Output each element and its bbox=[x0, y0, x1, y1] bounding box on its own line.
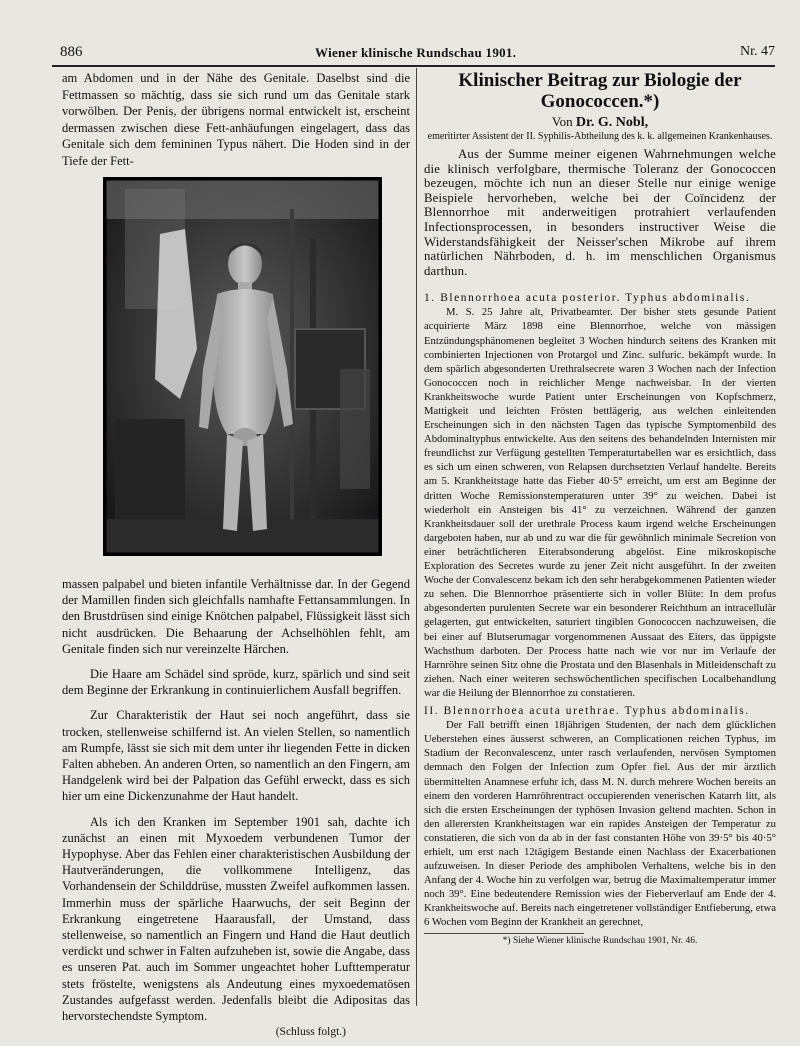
byline bbox=[424, 114, 776, 131]
left-top-paragraph: am Abdomen und in der Nähe des Genitale. Daselbst sind die Fettmassen so mächtig, dass sie sich rund um das Genitale stark vorwölben. Der Penis, der übrigens normal entwickelt ist, erscheint dermassen zwischen diese Fett-anhäufungen eingelagert, dass das Genitale sich dem femininen Typus nähert. Die Hoden sind in der Tiefe der Fett- bbox=[62, 71, 410, 168]
case-1-body bbox=[424, 305, 776, 700]
photograph-image bbox=[105, 179, 380, 554]
case-2-heading: II. Blennorrhoea acuta urethrae. Typhus abdominalis. bbox=[424, 704, 750, 717]
header-rule bbox=[52, 65, 775, 67]
intro-paragraph: Aus der Summe meiner eigenen Wahrnehmungen welche die klinisch verfolgbare, thermische Toleranz der Gonococcen bezeugen, möchte ich nun an dieser Stelle nur einige wenige Beispiele hervorheben, welche bei der Coïncidenz der Blennorrhoe mit anderweitigen protrahiert verlaufenden Infectionsprocessen, in besonders instructiver Weise die Widerstandsfähigkeit der Neisser'schen Mikrobe auf ihrem natürlichen Nährboden, d. h. im menschlichen Organismus darthun. bbox=[424, 147, 776, 278]
case-1-heading: 1. Blennorrhoea acuta posterior. Typhus abdominalis. bbox=[424, 292, 751, 305]
journal-title: Wiener klinische Rundschau 1901. bbox=[315, 45, 517, 60]
author-affiliation: emeritirter Assistent der II. Syphilis-Abtheilung des k. k. allgemeinen Krankenhauses. bbox=[427, 131, 773, 142]
left-paragraph-4: Als ich den Kranken im September 1901 sah, dachte ich zunächst an einen mit Myxoedem verbundenen Tumor der Hypophyse. Aber das Fehlen einer charakteristischen Ausbildung der Hautveränderungen, die vollkommene Intelligenz, das Vorhandensein der Schilddrüse, mussten Zweifel aufkommen lassen. Immerhin muss der spärliche Haarwuchs, der seit Beginn der Erkrankung eingetretene Haarausfall, der Umstand, dass stellenweise, so namentlich an Fingern und Hand die Haut deutlich verdickt und schwer in Falten aufzuheben ist, sowie die Angabe, dass es unseren Pat. auch im Sommer ungeachtet hoher Lufttemperatur stets fröstelte, wenigstens als Andeutung eines myxoedematösen Zustandes aufgefasst werden. Jedenfalls bleibt die Adipositas das hervorstechendste Symptom. bbox=[62, 814, 410, 1024]
byline-prefix: Von bbox=[551, 114, 573, 129]
case-2-body bbox=[424, 718, 776, 929]
left-paragraph-1: massen palpabel und bieten infantile Verhältnisse dar. In der Gegend der Mamillen finden sich gleichfalls namhafte Fettansammlungen. In den Brustdrüsen sind einige Knötchen palpabel, Flüssigkeit lässt sich nicht ausdrücken. Die Behaarung der Achselhöhlen fehlt, am Genitale finden sich nur vereinzelte Härchen. bbox=[62, 577, 410, 656]
footnote-rule bbox=[424, 933, 584, 934]
issue-number: Nr. 47 bbox=[740, 44, 775, 59]
left-paragraph-2: Die Haare am Schädel sind spröde, kurz, spärlich und sind seit dem Beginne der Erkrankung in continuierlichem Ausfall begriffen. bbox=[62, 667, 410, 698]
case-2-paragraph: Der Fall betrifft einen 18jährigen Studenten, der nach dem glücklichen Ueberstehen eines äusserst schweren, an Complicationen reichen Typhus, im Stadium der Reconvalescenz, unter rasch verlaufenden, nervösen Symptomen demnach den Folgen der Infection zum Opfer fiel. Aus der mir ärztlich übermittelten Anamnese erfuhr ich, dass M. N. durch mehrere Wochen bereits an einem den vorderen Harnröhrentract occupierenden venerischen Katarrh litt, als sich die ersten Erscheinungen der typhösen Invasion geltend machten. Schon in den allerersten Krankheitstagen war ein rapides Ansteigen der Temperatur zu constatieren, die sich von da ab in der fast constanten Höhe von 39·5° bis 40·5° erhielt, um erst nach 12tägigem Bestande einen Nachlass der Exacerbationen aufzuweisen. In dieser Periode des amphibolen Verhaltens, welche bis in den Anfang der 4. Woche hin zu verfolgen war, betrug die Maximaltemperatur immer noch 39°. Eine bedeutendere Remission wies der Fieberverlauf am Ende der 4. Krankheitswoche auf. Bereits nach eingetretener vollständiger Entfieberung, etwa 6 Wochen vom Beginn der Krankheit an gerechnet, bbox=[424, 719, 776, 929]
patient-photograph bbox=[103, 177, 382, 556]
left-paragraph-3: Zur Charakteristik der Haut sei noch angeführt, dass sie trocken, stellenweise schilfernd ist. An vielen Stellen, so namentlich am Rumpfe, lässt sie sich mit dem unter ihr liegenden Fette in dicken Falten abheben. An anderen Orten, so namentlich an den Fingern, am Handgelenk wird bei der Palpation das Gefühl erweckt, dass es sich hier um eine Dickenzunahme der Haut handelt. bbox=[62, 708, 410, 804]
right-column bbox=[424, 70, 776, 946]
footnote: *) Siehe Wiener klinische Rundschau 1901, Nr. 46. bbox=[502, 935, 698, 946]
case-1-paragraph: M. S. 25 Jahre alt, Privatbeamter. Der bisher stets gesunde Patient acquirierte März 1898 eine Blennorrhoe, welche von mässigen Entzündungsphänomenen begleitet 3 Wochen hindurch seitens des Kranken mit combinierten Injectionen von Protargol und Zinc. sulfuric. bekämpft wurde. In dem spärlich abgesonderten Urethralsecrete waren 3 Wochen nach der Infection Gonococcen noch in reichlicher Menge nachweisbar. In der vierten Krankheitswoche wurde Patient unter Erscheinungen von Kopfschmerz, Mattigkeit und leichten Frösten bettlägerig, aus welchen einleitenden Erscheinungen sich in den nächsten Tagen das typische Symptomenbild des Abdominaltyphus entwickelte. Aus den seitens des behandelnden Internisten mir freundlichst zur Verfügung gestellten Temperaturtabellen war es ersichtlich, dass es sich um einen schweren, von Relapsen durchsetzten Verlauf handelte. Bereits am 5. Krankheitstage hatte das Fieber 40·5° erreicht, um erst am Beginne der dritten Woche Remissionstemperaturen unter 39° zu weichen. Dabei ist wiederholt ein Ansteigen bis 41° zu verzeichnen. Während der ganzen Krankheitsdauer soll der urethrale Process kaum irgend welche Erscheinungen dargeboten haben, nur ab und zu war die für gewöhnlich minimale Secretion von einer beträchtlicheren Eiterabsonderung abgelöst. Eine mikroskopische Exploration des Secretes wurde zu jener Zeit nicht ausgeführt. In der zweiten Woche der Convalescenz bekam ich den sehr herabgekommenen Patienten wieder zu sehen. Die Blennorrhoe präsentierte sich in voller Blüte: In dem profus abgesonderten purulenten Secrete war ein besonderer Reichthum an intracellulär gelagerten, gut entwickelten, saturiert tingiblen Gonococcen nachzuweisen, die bei einer auf Blutserumagar vorgenommenen Aussaat des Eiters, das üppigste Wachsthum darboten. Der Process hatte nach wie vor nur im Verlaufe der Harnröhre seinen Sitz ohne die Prostata und den Blasenhals in Mitleidenschaft zu ziehen. Nach einer weiteren sechswöchentlichen specifischen Localbehandlung war die Heilung der Blennorrhoe zu constatieren. bbox=[424, 306, 776, 699]
to-be-continued: (Schluss folgt.) bbox=[275, 1026, 346, 1039]
author-name: Dr. G. Nobl, bbox=[575, 115, 649, 130]
page-number: 886 bbox=[60, 44, 83, 60]
left-column-lower bbox=[62, 576, 410, 1040]
page-header bbox=[60, 44, 775, 64]
column-divider bbox=[416, 68, 417, 1006]
article-title: Klinischer Beitrag zur Biologie der Gonococcen.*) bbox=[458, 70, 742, 112]
left-column bbox=[62, 70, 410, 169]
